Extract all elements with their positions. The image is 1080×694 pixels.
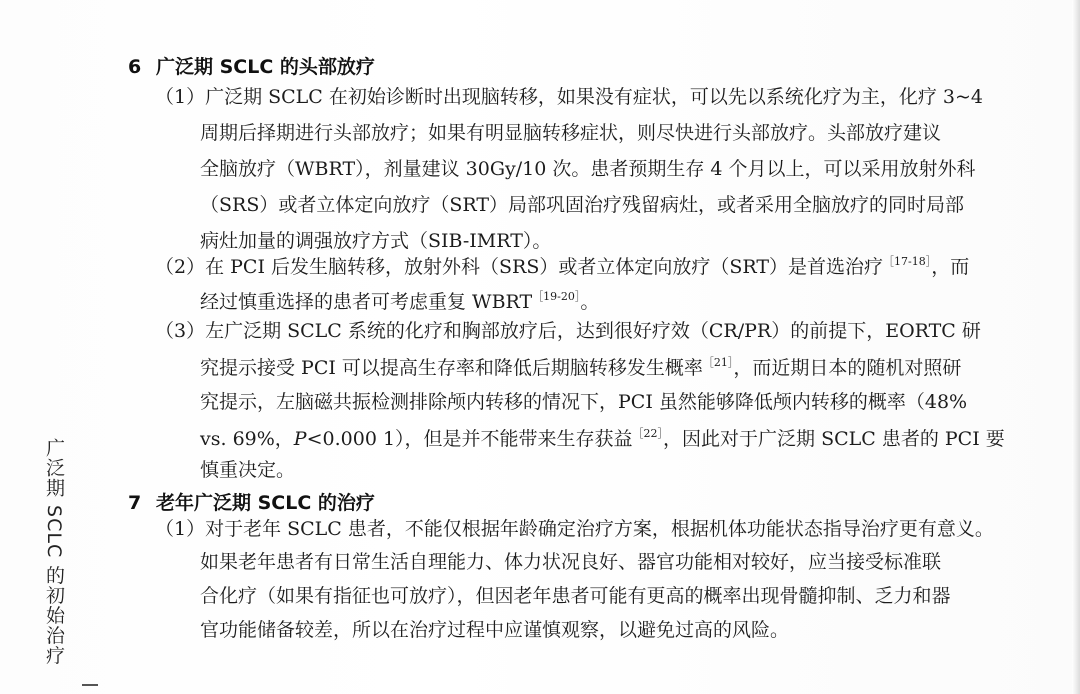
section-7-number: 7 [128,492,142,514]
text-run: <0.000 1），但是并不能带来生存获益 [306,428,633,450]
text-run: ，而近期日本的随机对照研 [733,357,962,379]
paragraph-line: 慎重决定。 [200,459,296,481]
text-run: 经过慎重选择的患者可考虑重复 WBRT [200,291,533,313]
text-run: vs. 69%， [200,428,294,450]
section-6-title: 广泛期 SCLC 的头部放疗 [156,56,375,78]
page-edge-shadow [1072,0,1080,694]
section-6-number: 6 [128,56,142,78]
paragraph-line: 如果老年患者有日常生活自理能力、体力状况良好、器官功能相对较好，应当接受标准联 [200,551,942,573]
paragraph-line: 官功能储备较差，所以在治疗过程中应谨慎观察，以避免过高的风险。 [200,619,790,641]
paragraph-line: 周期后择期进行头部放疗；如果有明显脑转移症状，则尽快进行头部放疗。头部放疗建议 [200,122,942,144]
paragraph-line: （1）对于老年 SCLC 患者，不能仅根据年龄确定治疗方案，根据机体功能状态指导治疗更有意义。 [155,518,994,540]
citation: ［19-20］ [532,290,581,303]
text-run: 。 [580,291,600,313]
paragraph-line: 究提示，左脑磁共振检测排除颅内转移的情况下，PCI 虽然能够降低颅内转移的概率（48% [200,391,968,413]
section-7-heading [128,488,375,515]
paragraph-line [200,428,1005,449]
paragraph-line: （3）左广泛期 SCLC 系统的化疗和胸部放疗后，达到很好疗效（CR/PR）的前提下，EORTC 研 [155,320,981,342]
section-6-heading [128,52,375,79]
citation: ［21］ [702,356,734,369]
paragraph-line: 合化疗（如果有指征也可放疗），但因老年患者可能有更高的概率出现骨髓抑制、乏力和器 [200,585,951,607]
text-run: ，因此对于广泛期 SCLC 患者的 PCI 要 [663,428,1005,450]
side-running-header: 广泛期 SCLC 的初始治疗 [43,438,65,666]
section-7-title: 老年广泛期 SCLC 的治疗 [156,492,375,514]
citation: ［22］ [632,427,664,440]
citation: ［17-18］ [883,255,932,268]
paragraph-line: 病灶加量的调强放疗方式（SIB-IMRT）。 [200,230,552,252]
bottom-mark [82,684,98,686]
paragraph-line [200,357,961,378]
paragraph-line [200,291,599,312]
paragraph-line [155,256,969,277]
paragraph-line: 全脑放疗（WBRT），剂量建议 30Gy/10 次。患者预期生存 4 个月以上，可以采用放射外科 [200,158,976,180]
text-run: ，而 [931,256,970,278]
p-value-symbol: P [293,428,307,450]
text-run: （2）在 PCI 后发生脑转移，放射外科（SRS）或者立体定向放疗（SRT）是首选治疗 [155,256,883,278]
text-run: 究提示接受 PCI 可以提高生存率和降低后期脑转移发生概率 [200,357,703,379]
paragraph-line: （1）广泛期 SCLC 在初始诊断时出现脑转移，如果没有症状，可以先以系统化疗为主，化疗 3~4 [155,86,984,108]
paragraph-line: （SRS）或者立体定向放疗（SRT）局部巩固治疗残留病灶，或者采用全脑放疗的同时局部 [200,194,965,216]
